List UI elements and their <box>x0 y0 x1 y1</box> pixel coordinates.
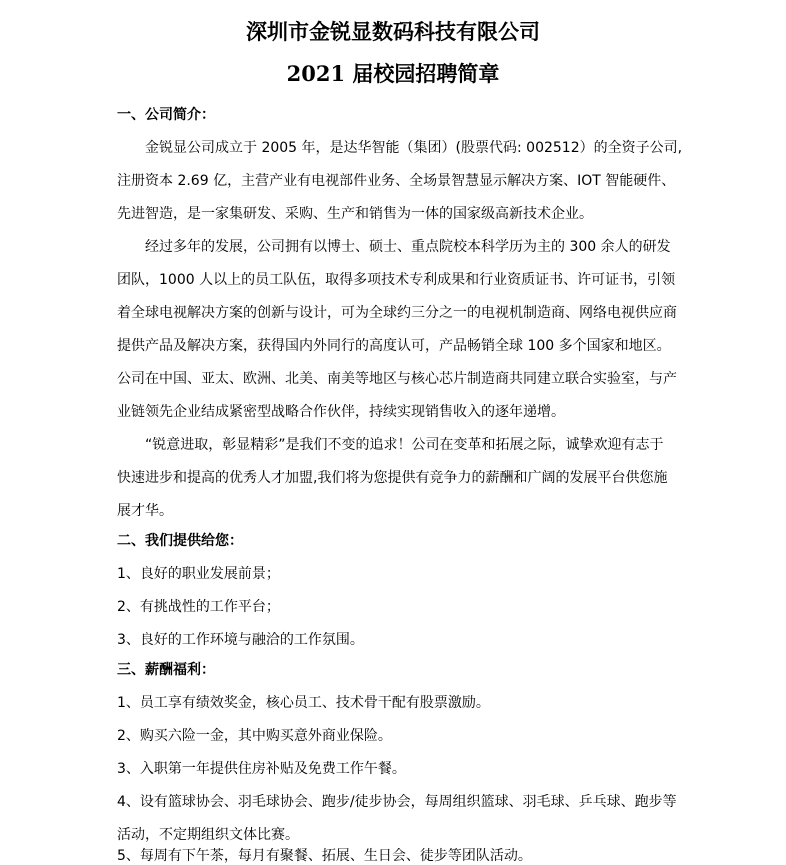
intro-p2-line: 公司在中国、亚太、欧洲、北美、南美等地区与核心芯片制造商共同建立联合实验室，与产 <box>117 371 677 387</box>
offer-item: 1、良好的职业发展前景； <box>117 566 280 582</box>
benefit-item: 3、入职第一年提供住房补贴及免费工作午餐。 <box>117 761 406 777</box>
benefit-item: 5、每周有下午茶，每月有聚餐、拓展、生日会、徒步等团队活动。 <box>117 848 532 864</box>
company-title: 深圳市金锐显数码科技有限公司 <box>246 19 540 44</box>
benefit-item: 活动，不定期组织文体比赛。 <box>117 827 299 843</box>
section-heading-intro: 一、公司简介： <box>117 107 215 123</box>
intro-p2-line: 团队，1000 人以上的员工队伍，取得多项技术专利成果和行业资质证书、许可证书，引领 <box>117 272 676 288</box>
section-heading-benefits: 三、薪酬福利： <box>117 662 215 678</box>
offer-item: 2、有挑战性的工作平台； <box>117 599 280 615</box>
intro-p1-line: 注册资本 2.69 亿，主营产业有电视部件业务、全场景智慧显示解决方案、IOT 智能硬件、 <box>117 173 676 189</box>
intro-p3-line: 展才华。 <box>117 503 173 519</box>
offer-item: 3、良好的工作环境与融洽的工作氛围。 <box>117 632 364 648</box>
intro-p2-line: 提供产品及解决方案，获得国内外同行的高度认可，产品畅销全球 100 多个国家和地区。 <box>117 338 671 354</box>
intro-p3-line: 快速进步和提高的优秀人才加盟,我们将为您提供有竞争力的薪酬和广阔的发展平台供您施 <box>117 470 668 486</box>
intro-p3-line: “锐意进取，彰显精彩”是我们不变的追求！公司在变革和拓展之际，诚挚欢迎有志于 <box>145 437 664 453</box>
benefit-item: 4、设有篮球协会、羽毛球协会、跑步/徒步协会，每周组织篮球、羽毛球、乒乓球、跑步等 <box>117 794 677 810</box>
intro-p2-line: 着全球电视解决方案的创新与设计，可为全球约三分之一的电视机制造商、网络电视供应商 <box>117 305 677 321</box>
section-heading-offer: 二、我们提供给您： <box>117 533 243 549</box>
benefit-item: 1、员工享有绩效奖金，核心员工、技术骨干配有股票激励。 <box>117 695 490 711</box>
intro-p1-line: 先进智造，是一家集研发、采购、生产和销售为一体的国家级高新技术企业。 <box>117 206 593 222</box>
intro-p2-line: 经过多年的发展，公司拥有以博士、硕士、重点院校本科学历为主的 300 余人的研发 <box>145 239 671 255</box>
intro-p1-line: 金锐显公司成立于 2005 年，是达华智能（集团）(股票代码: 002512）的全资子公司, <box>145 140 683 156</box>
recruitment-title: 2021 届校园招聘简章 <box>286 61 500 86</box>
benefit-item: 2、购买六险一金，其中购买意外商业保险。 <box>117 728 392 744</box>
intro-p2-line: 业链领先企业结成紧密型战略合作伙伴，持续实现销售收入的逐年递增。 <box>117 404 565 420</box>
